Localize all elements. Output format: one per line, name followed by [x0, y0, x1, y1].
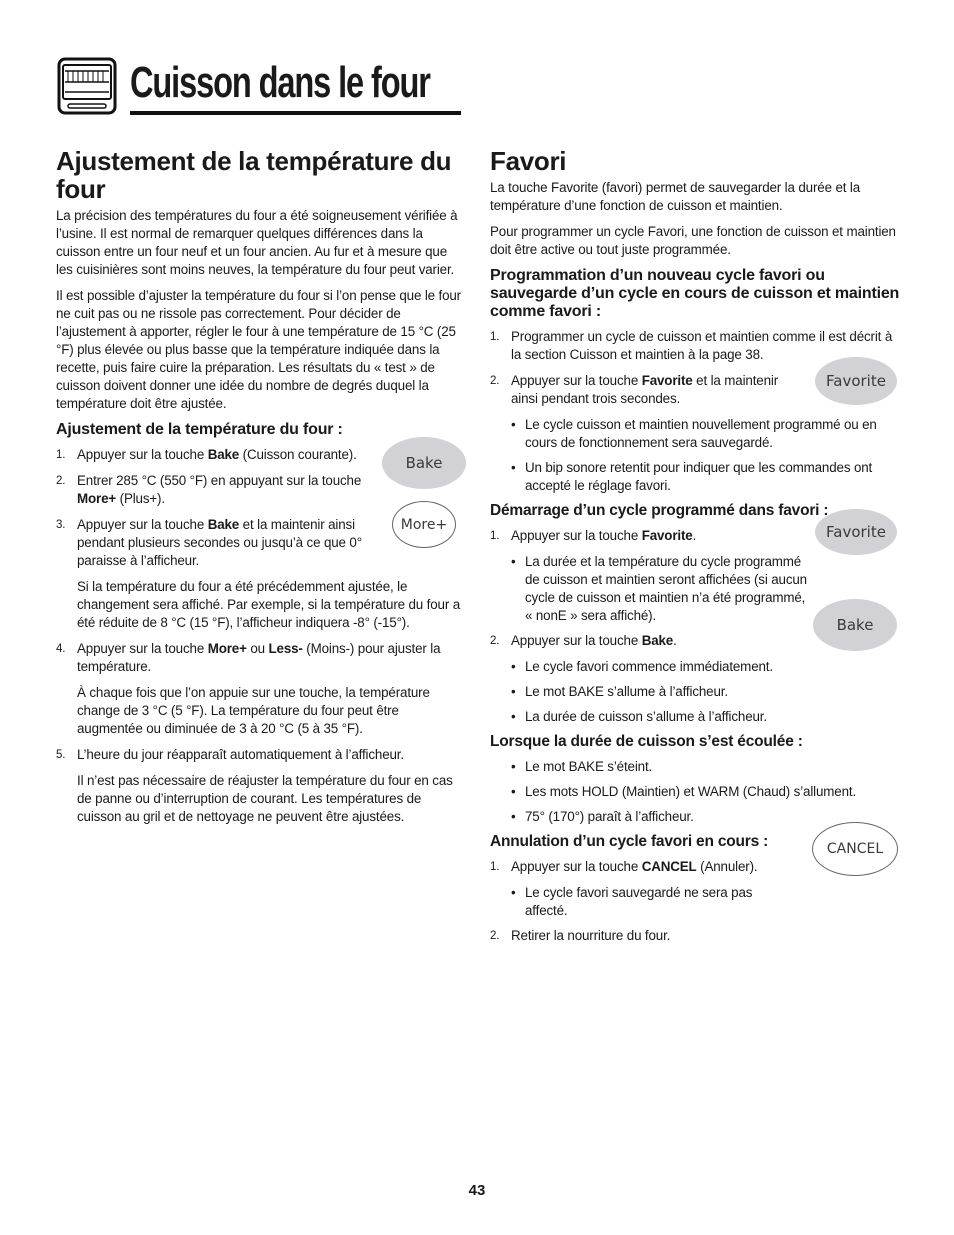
subsection-heading: Annulation d’un cycle favori en cours : [490, 833, 769, 850]
step-text-part: et la maintenir ainsi pendant plusieurs secondes ou jusqu’à ce que 0° paraisse à l’afficheur. [77, 517, 362, 568]
page-title: Cuisson dans le four [130, 58, 430, 107]
more-plus-key: More+ [392, 501, 456, 548]
bake-key: Bake [382, 437, 466, 489]
bullet-marker: • [511, 684, 516, 699]
step-note: Si la température du four a été précédemment ajustée, le changement sera affiché. Par exemple, si la température du four a été réduite de 8 °C (15 °F), l’afficheur indiquera -8° (-15°). [77, 579, 461, 630]
step-text: L’heure du jour réapparaît automatiquement à l’afficheur. [77, 747, 404, 762]
step-number: 2. [490, 635, 500, 647]
step-note: Il n’est pas nécessaire de réajuster la température du four en cas de panne ou d’interruption de courant. Les températures de cuisson au gril et de nettoyage ne peuvent être ajustées. [77, 773, 453, 824]
key-name: More+ [207, 641, 247, 656]
step-number: 2. [490, 930, 500, 942]
key-name: Favorite [641, 373, 693, 388]
bullet-item [511, 658, 900, 676]
step-text [77, 516, 377, 570]
bullet-item [511, 459, 900, 495]
step-text-part: Appuyer sur la touche [77, 447, 208, 462]
step-text-part: . [692, 528, 697, 543]
step-number: 1. [490, 331, 500, 343]
section-heading: Ajustement de la température du four [56, 146, 452, 204]
key-name: CANCEL [641, 859, 697, 874]
bullet-item [511, 708, 900, 726]
step-number: 2. [56, 475, 66, 487]
bullet-text: Le mot BAKE s’éteint. [525, 759, 653, 774]
section-heading: Favori [490, 146, 567, 176]
intro-paragraph: La précision des températures du four a été soigneusement vérifiée à l’usine. Il est normal de remarquer quelques différences dans la cuisson entre un four neuf et un four ancien. Au fur et à mesure que les cuisinières sont moins neuves, la température du four peut varier. [56, 208, 458, 277]
step-text-part: Appuyer sur la touche [77, 517, 208, 532]
step-note: À chaque fois que l’on appuie sur une touche, la température change de 3 °C (5 °F). La température du four peut être augmentée ou diminuée de 3 à 20 °C (5 à 35 °F). [77, 685, 430, 736]
key-name: Less- [268, 641, 303, 656]
page-header [56, 52, 462, 118]
bullet-item [511, 553, 811, 625]
key-name: Bake [207, 447, 240, 462]
bullet-text: La durée et la température du cycle programmé de cuisson et maintien seront affichées (si aucun cycle de cuisson et maintien n’a été programmé, « nonE » sera affiché). [525, 554, 807, 623]
key-name: Bake [207, 517, 240, 532]
step-number: 2. [490, 375, 500, 387]
key-name: More+ [77, 491, 117, 506]
title-underline [130, 111, 461, 115]
step-text-part: (Annuler). [696, 859, 758, 874]
step-text-part: Appuyer sur la touche [511, 528, 642, 543]
oven-temperature-adjustment-section [56, 147, 462, 834]
intro-paragraph: Il est possible d’ajuster la température du four si l’on pense que le four ne cuit pas ou ne rissole pas correctement. Pour décider de l’ajustement à apporter, régler le four à une température de 15 °C (25 °F) plus élevée ou plus basse que la température indiquée dans la recette, puis faire cuire la préparation. Les résultats du « test » de cuisson doivent donner une idée du nombre de degrés duquel la température doit être ajustée. [56, 288, 461, 411]
bullet-text: Le mot BAKE s’allume à l’afficheur. [525, 684, 728, 699]
step-number: 1. [490, 861, 500, 873]
bullet-marker: • [511, 659, 516, 674]
oven-icon [56, 56, 118, 118]
bullet-item [511, 416, 900, 452]
favorite-key: Favorite [815, 509, 897, 555]
step-number: 1. [56, 449, 66, 461]
bullet-marker: • [511, 554, 516, 569]
bullet-item [511, 683, 900, 701]
bullet-marker: • [511, 759, 516, 774]
bullet-text: Les mots HOLD (Maintien) et WARM (Chaud) s’allument. [525, 784, 857, 799]
subsection-heading: Démarrage d’un cycle programmé dans favori : [490, 502, 829, 519]
subsection-heading: Ajustement de la température du four : [56, 421, 343, 438]
step-item [490, 927, 900, 945]
subsection-heading: Programmation d’un nouveau cycle favori ou sauvegarde d’un cycle en cours de cuisson et maintien comme favori : [490, 267, 900, 320]
bullet-text: Le cycle favori commence immédiatement. [525, 659, 773, 674]
step-number: 5. [56, 749, 66, 761]
step-text-part: Entrer 285 °C (550 °F) en appuyant sur la touche [77, 473, 362, 488]
step-text-part: . [673, 633, 677, 648]
bake-key: Bake [813, 599, 897, 651]
intro-paragraph: La touche Favorite (favori) permet de sauvegarder la durée et la température d’une fonction de cuisson et maintien. [490, 180, 861, 213]
bullet-item [511, 758, 900, 776]
key-name: Bake [641, 633, 674, 648]
bullet-marker: • [511, 417, 516, 432]
step-text-part: Appuyer sur la touche [511, 633, 642, 648]
intro-paragraph: Pour programmer un cycle Favori, une fonction de cuisson et maintien doit être active ou tout juste programmée. [490, 224, 896, 257]
step-text [511, 372, 791, 408]
step-item [56, 746, 462, 764]
step-text-part: Appuyer sur la touche [511, 373, 642, 388]
key-name: Favorite [641, 528, 693, 543]
bullet-text: Le cycle favori sauvegardé ne sera pas affecté. [525, 885, 753, 918]
bullet-text: La durée de cuisson s’allume à l’afficheur. [525, 709, 767, 724]
favorite-key: Favorite [815, 357, 897, 405]
step-number: 3. [56, 519, 66, 531]
step-text-part: ou [246, 641, 269, 656]
step-text-part: et la maintenir ainsi pendant trois secondes. [511, 373, 779, 406]
step-item [56, 640, 462, 676]
subsection-heading: Lorsque la durée de cuisson s’est écoulée : [490, 733, 803, 750]
bullet-marker: • [511, 885, 516, 900]
step-text-part: (Cuisson courante). [239, 447, 357, 462]
step-text [77, 640, 462, 676]
step-text-part: Appuyer sur la touche [77, 641, 208, 656]
bullet-text: 75° (170°) paraît à l’afficheur. [525, 809, 694, 824]
bullet-item [511, 783, 900, 801]
step-number: 4. [56, 643, 66, 655]
step-text-part: Appuyer sur la touche [511, 859, 642, 874]
bullet-marker: • [511, 809, 516, 824]
step-text [77, 472, 377, 508]
bullet-marker: • [511, 709, 516, 724]
bullet-item [511, 884, 756, 920]
step-text: Retirer la nourriture du four. [511, 928, 671, 943]
bullet-text: Un bip sonore retentit pour indiquer que les commandes ont accepté le réglage favori. [525, 460, 873, 493]
bullet-text: Le cycle cuisson et maintien nouvellement programmé ou en cours de fonctionnement sera sauvegardé. [525, 417, 877, 450]
step-text-part: (Moins-) pour ajuster la température. [77, 641, 441, 674]
step-text: Programmer un cycle de cuisson et maintien comme il est décrit à la section Cuisson et maintien à la page 38. [511, 329, 893, 362]
page-number: 43 [468, 1182, 486, 1199]
step-number: 1. [490, 530, 500, 542]
step-text-part: (Plus+). [116, 491, 165, 506]
bullet-marker: • [511, 784, 516, 799]
bullet-marker: • [511, 460, 516, 475]
step-text [77, 446, 377, 464]
cancel-key: CANCEL [812, 822, 898, 876]
